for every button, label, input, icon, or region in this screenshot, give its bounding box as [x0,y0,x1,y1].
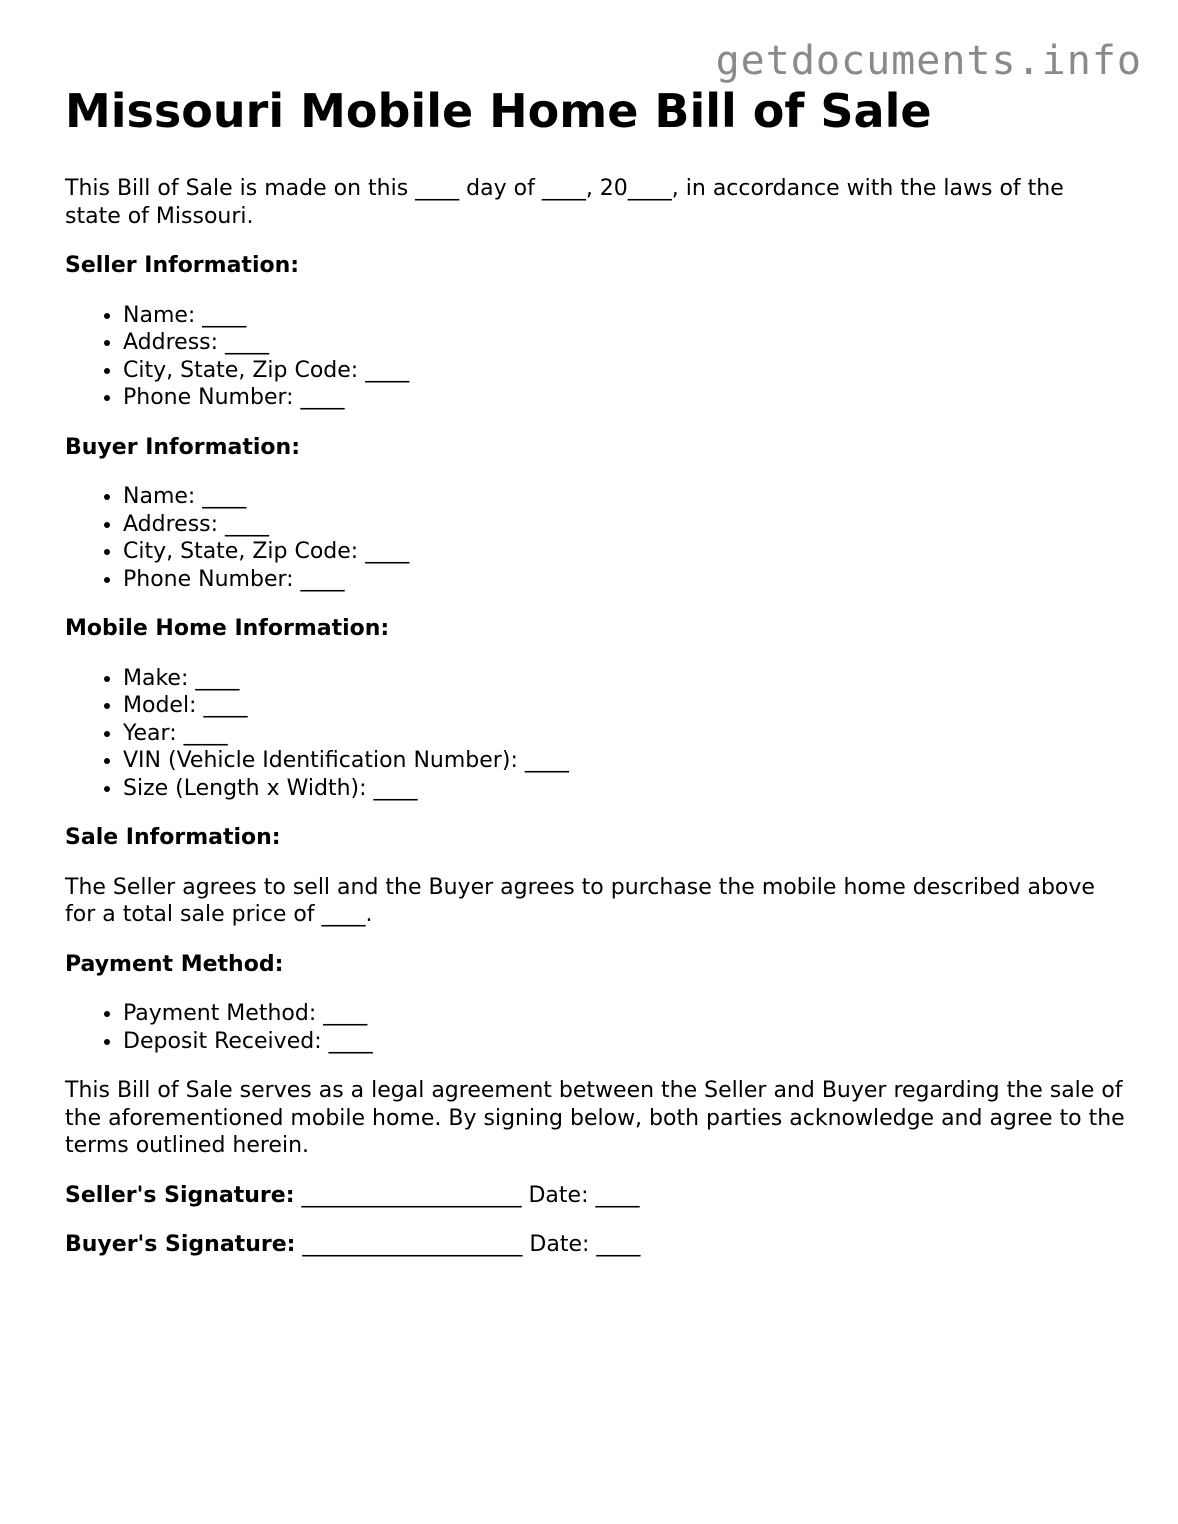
list-item: • Phone Number: ____ [123,566,1125,594]
agreement-paragraph: This Bill of Sale serves as a legal agreement between the Seller and Buyer regarding the sale of the aforementioned mobile home. By signing below, both parties acknowledge and agree to the terms outlined herein. [65,1078,1125,1158]
sale-heading: Sale Information: [65,825,281,850]
watermark: getdocuments.info [715,38,1142,84]
list-item: • Model: ____ [123,692,1125,720]
mobile-home-heading: Mobile Home Information: [65,616,390,641]
buyer-signature-blank: ____________________ Date: ____ [295,1232,641,1257]
list-item: • VIN (Vehicle Identification Number): ____ [123,747,1125,775]
intro-paragraph: This Bill of Sale is made on this ____ day of ____, 20____, in accordance with the laws of the state of Missouri. [65,176,1064,229]
list-item: • Address: ____ [123,511,1125,539]
seller-heading: Seller Information: [65,253,300,278]
list-item: • Payment Method: ____ [123,1000,1125,1028]
mobile-home-list [65,665,1125,803]
buyer-heading: Buyer Information: [65,434,300,460]
list-item: • Name: ____ [123,302,1125,330]
payment-list [65,1000,1125,1055]
list-item: • Year: ____ [123,720,1125,748]
seller-list [65,302,1125,412]
list-item: • Size (Length x Width): ____ [123,775,1125,803]
page-title: Missouri Mobile Home Bill of Sale [65,84,932,138]
list-item: • Address: ____ [123,329,1125,357]
buyer-signature-line [65,1231,1125,1259]
seller-signature-blank: ____________________ Date: ____ [294,1182,640,1208]
list-item: • Phone Number: ____ [123,384,1125,412]
list-item: • Name: ____ [123,483,1125,511]
list-item: • Make: ____ [123,665,1125,693]
document-page [65,84,1125,1259]
list-item: • Deposit Received: ____ [123,1028,1125,1056]
payment-heading: Payment Method: [65,951,284,977]
seller-signature-label: Seller's Signature: [65,1182,295,1208]
seller-signature-line [65,1182,1125,1210]
buyer-signature-label: Buyer's Signature: [65,1232,296,1257]
buyer-list [65,483,1125,593]
list-item: • City, State, Zip Code: ____ [123,357,1125,385]
sale-paragraph: The Seller agrees to sell and the Buyer agrees to purchase the mobile home described above for a total sale price of ____. [65,874,1095,927]
list-item: • City, State, Zip Code: ____ [123,538,1125,566]
